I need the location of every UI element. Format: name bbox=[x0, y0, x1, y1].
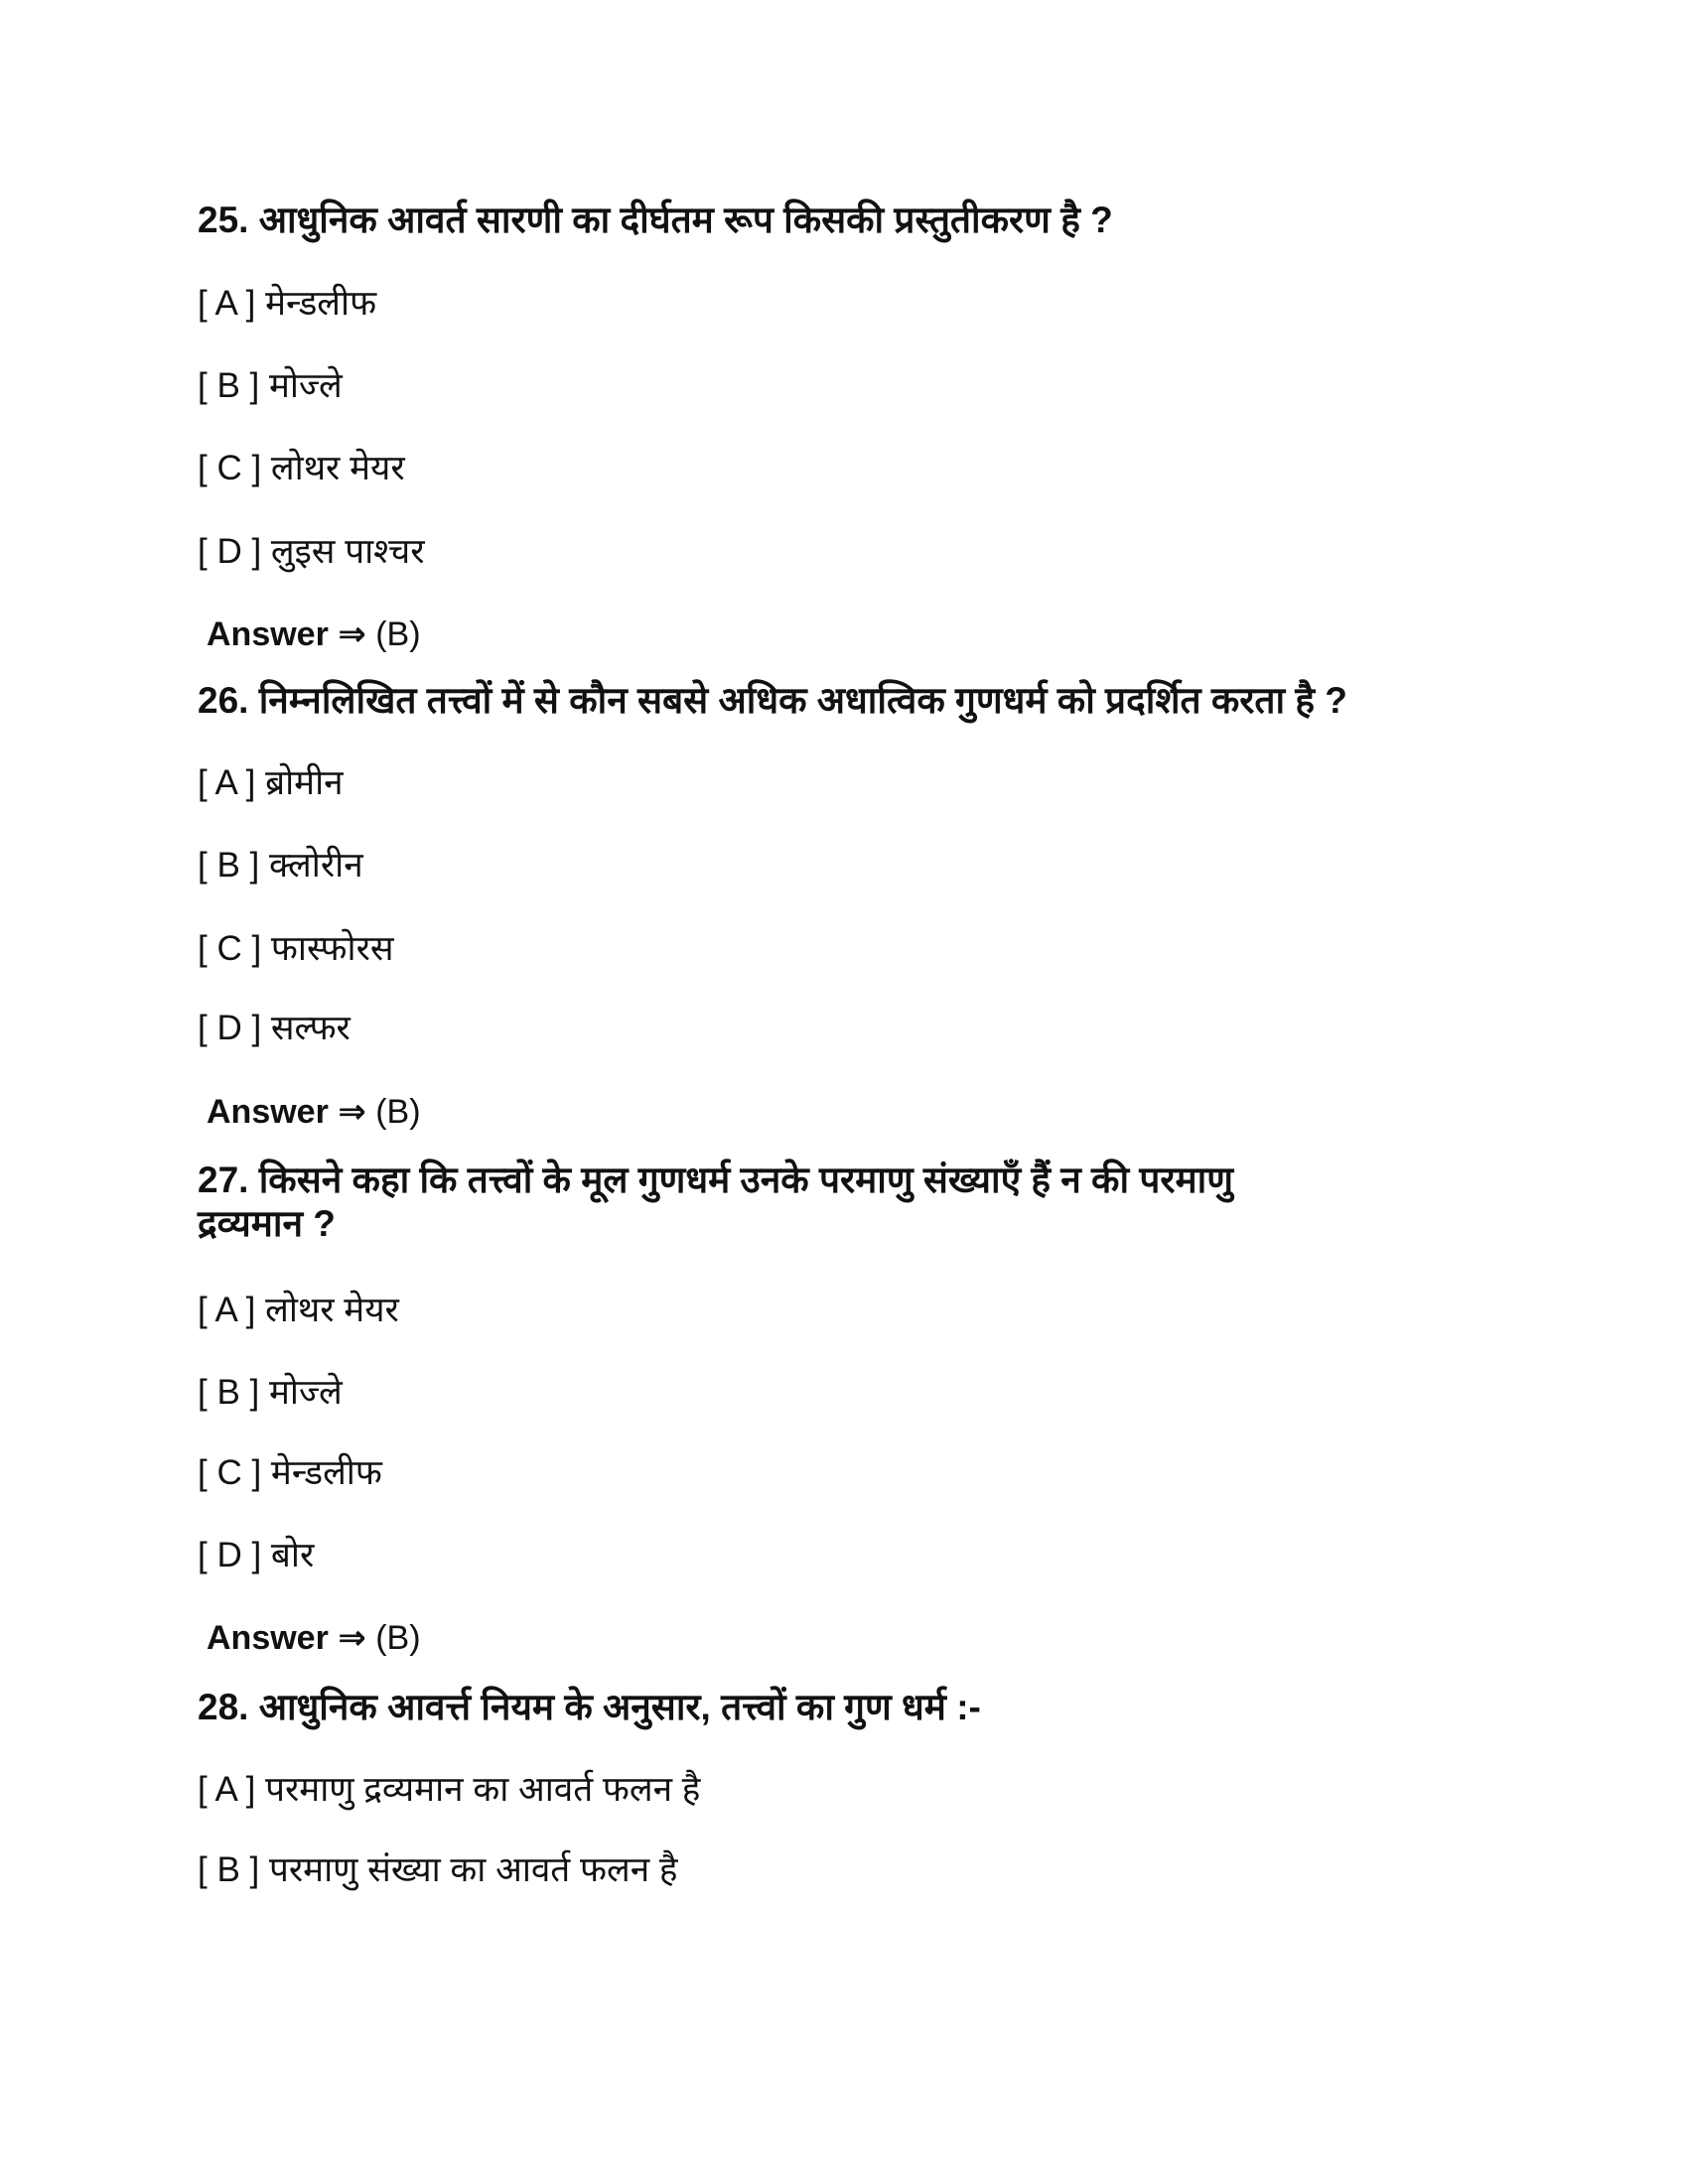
question-text: 25. आधुनिक आवर्त सारणी का दीर्घतम रूप किसकी प्रस्तुतीकरण है ? bbox=[198, 200, 1113, 240]
option-c: [ C ] फास्फोरस bbox=[198, 929, 394, 968]
option-a: [ A ] लोथर मेयर bbox=[198, 1291, 399, 1329]
option-b: [ B ] परमाणु संख्या का आवर्त फलन है bbox=[198, 1850, 678, 1889]
option-a: [ A ] मेन्डलीफ bbox=[198, 284, 377, 323]
answer-arrow: ⇒ bbox=[338, 1093, 366, 1131]
question-text-line1: 27. किसने कहा कि तत्त्वों के मूल गुणधर्म उनके परमाणु संख्याएँ हैं न की परमाणु bbox=[198, 1160, 1233, 1200]
option-a: [ A ] ब्रोमीन bbox=[198, 763, 344, 802]
answer-arrow: ⇒ bbox=[338, 615, 366, 653]
option-b: [ B ] मोज्ले bbox=[198, 1373, 343, 1412]
option-d: [ D ] लुइस पाश्चर bbox=[198, 532, 425, 571]
answer-arrow: ⇒ bbox=[338, 1619, 366, 1657]
option-d: [ D ] बोर bbox=[198, 1536, 315, 1574]
question-text-line2: द्रव्यमान ? bbox=[198, 1203, 336, 1244]
option-b: [ B ] क्लोरीन bbox=[198, 846, 363, 885]
option-d: [ D ] सल्फर bbox=[198, 1009, 351, 1047]
option-c: [ C ] मेन्डलीफ bbox=[198, 1453, 382, 1492]
answer-value: (B) bbox=[375, 615, 421, 653]
answer-line bbox=[207, 1613, 421, 1663]
option-c: [ C ] लोथर मेयर bbox=[198, 449, 405, 487]
answer-label: Answer bbox=[207, 1093, 329, 1131]
option-a: [ A ] परमाणु द्रव्यमान का आवर्त फलन है bbox=[198, 1770, 701, 1809]
answer-value: (B) bbox=[375, 1619, 421, 1657]
answer-line bbox=[207, 610, 421, 659]
question-text: 26. निम्नलिखित तत्त्वों में से कौन सबसे अधिक अधात्विक गुणधर्म को प्रदर्शित करता है ? bbox=[198, 680, 1347, 721]
answer-label: Answer bbox=[207, 615, 329, 653]
question-text: 28. आधुनिक आवर्त्त नियम के अनुसार, तत्त्वों का गुण धर्म :- bbox=[198, 1687, 981, 1727]
answer-label: Answer bbox=[207, 1619, 329, 1657]
answer-line bbox=[207, 1087, 421, 1137]
answer-value: (B) bbox=[375, 1093, 421, 1131]
option-b: [ B ] मोज्ले bbox=[198, 366, 343, 405]
